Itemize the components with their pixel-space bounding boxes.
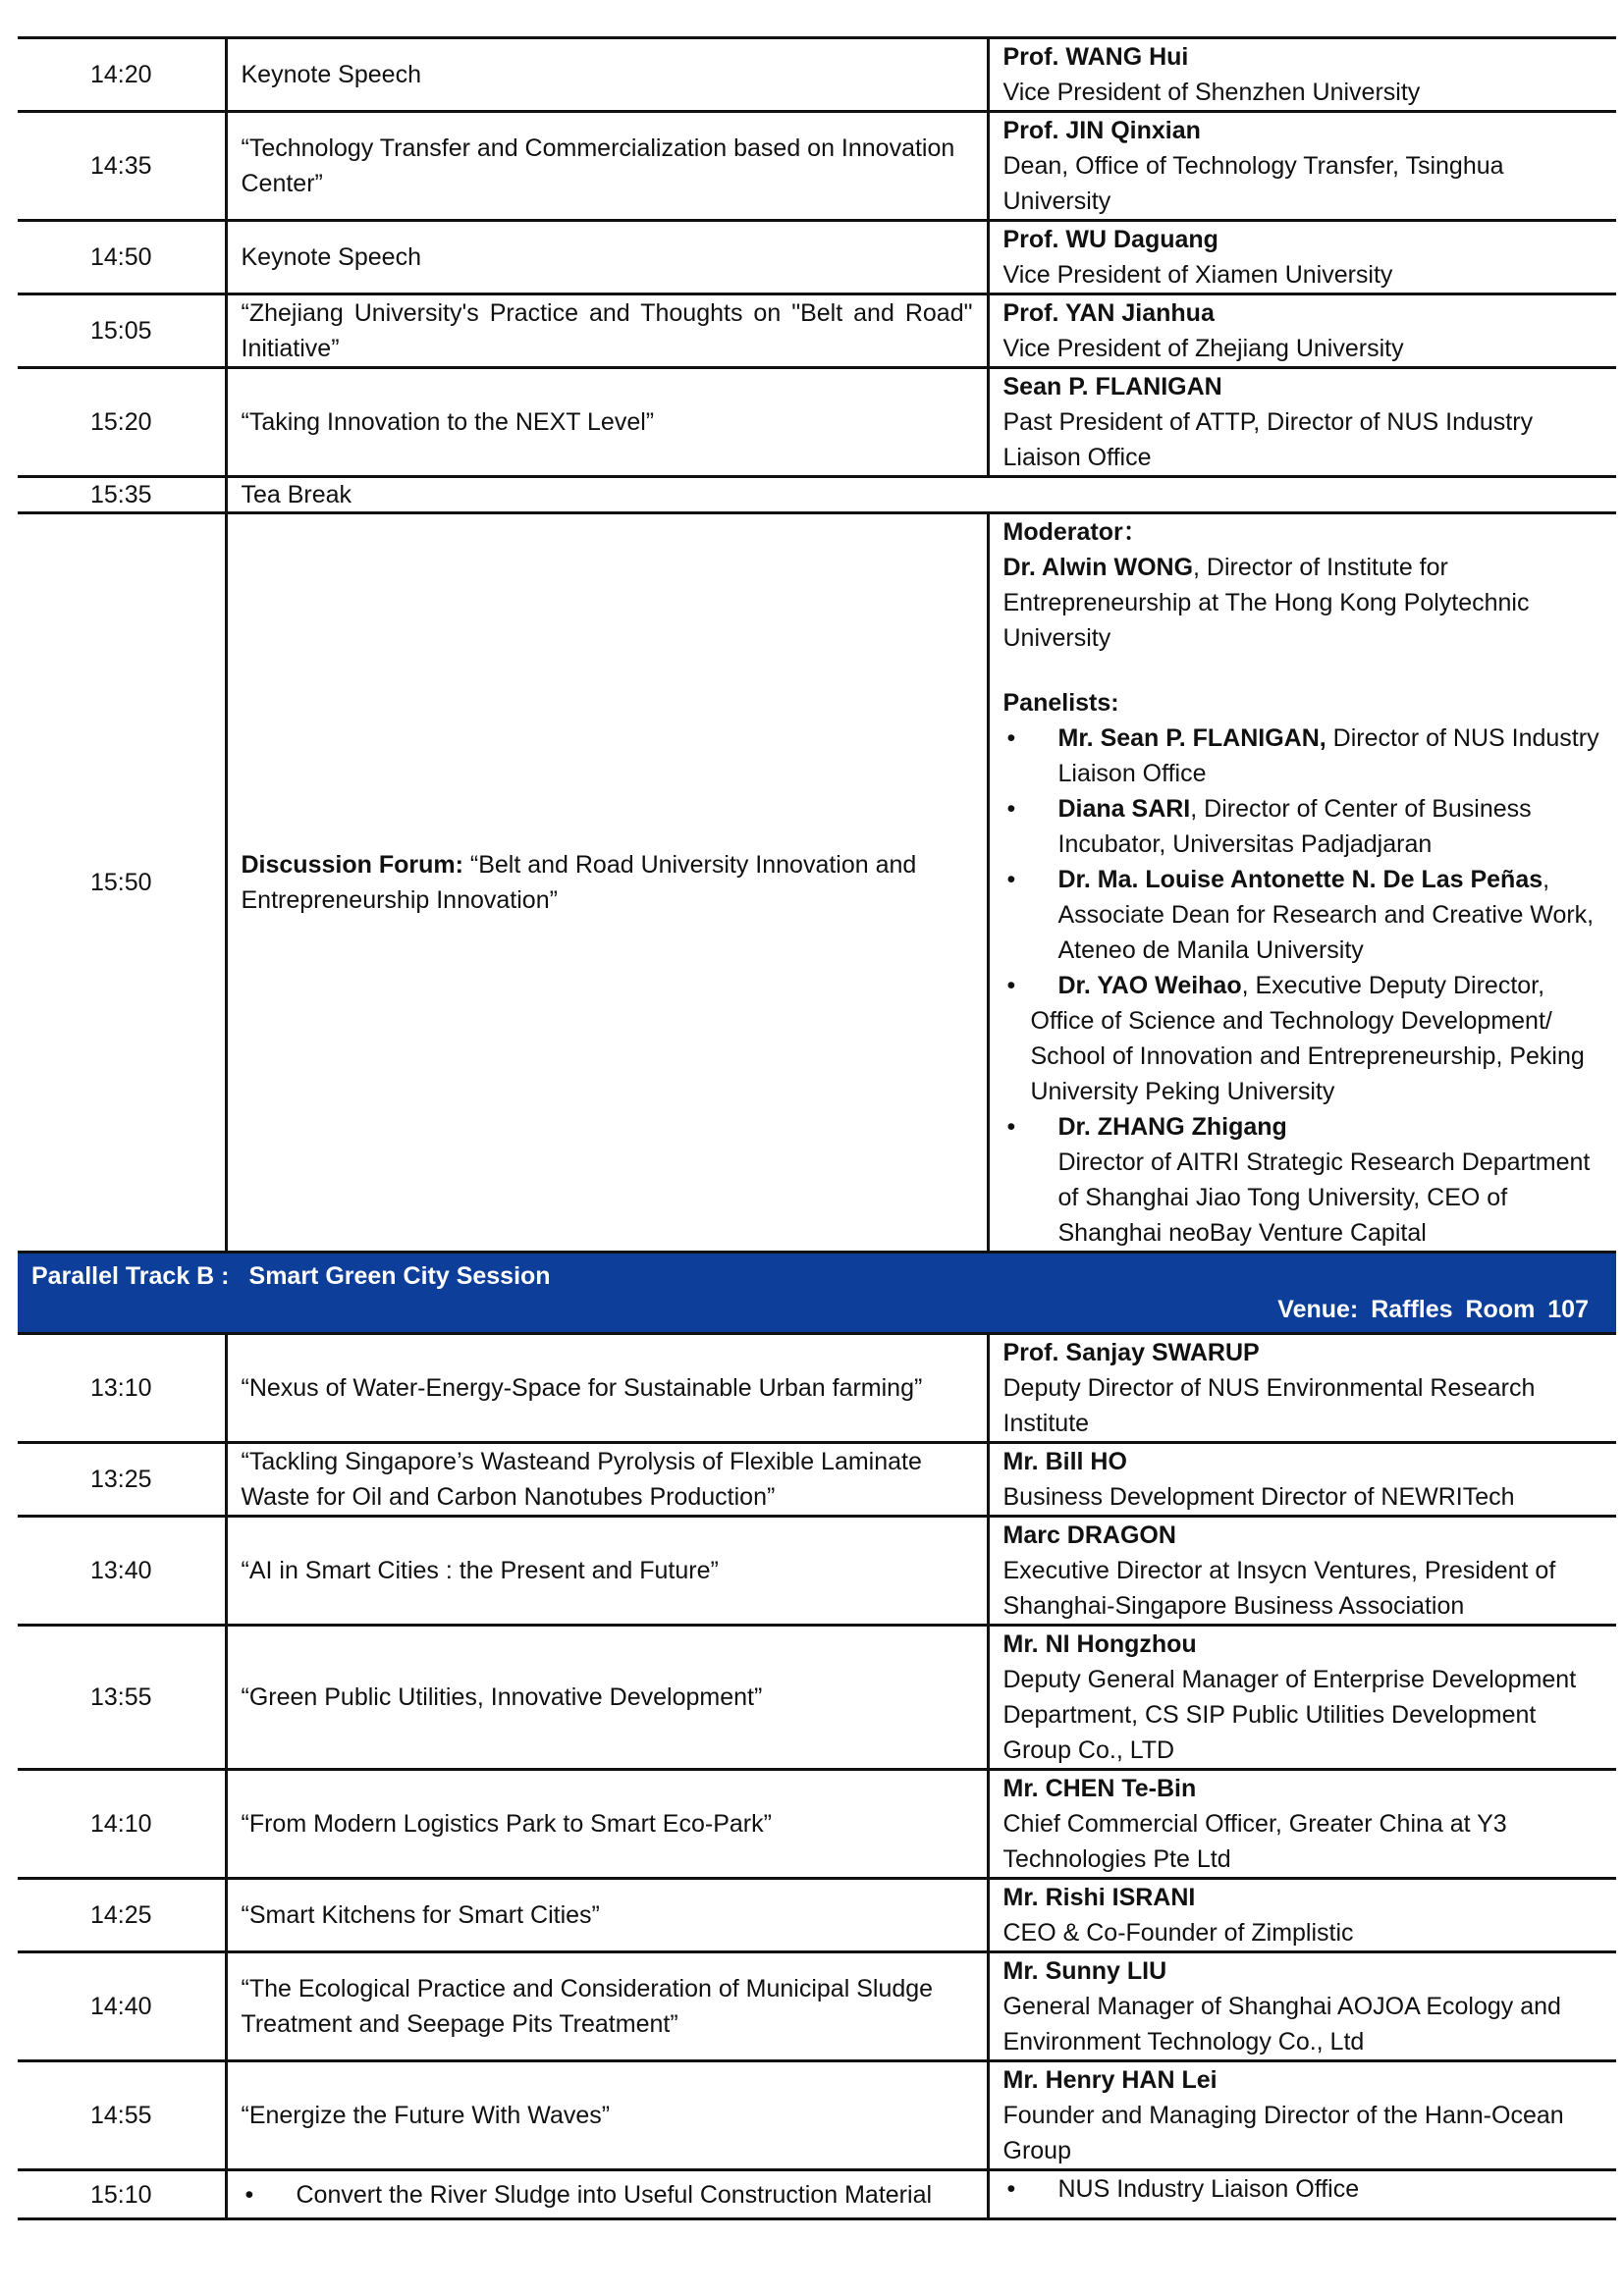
speaker-cell	[988, 2061, 1616, 2170]
speaker-cell	[988, 1952, 1616, 2061]
table-row	[18, 1517, 1616, 1626]
time-cell: 14:55	[18, 2061, 226, 2170]
speaker-name: Marc DRAGON	[1002, 1522, 1176, 1549]
table-row	[18, 2061, 1616, 2170]
list-item	[1003, 2171, 1603, 2207]
forum-topic-label: Discussion Forum:	[241, 851, 470, 879]
speaker-list	[1003, 2171, 1603, 2207]
agenda-page	[18, 36, 1616, 2220]
panelist-name: Dr. Ma. Louise Antonette N. De Las Peñas	[1057, 866, 1543, 893]
table-row	[18, 1879, 1616, 1952]
list-item	[1003, 791, 1603, 862]
panelist-name: Dr. YAO Weihao	[1057, 972, 1242, 999]
time-cell: 14:25	[18, 1879, 226, 1952]
time-cell: 13:55	[18, 1626, 226, 1770]
speaker-title: Business Development Director of NEWRITech	[1002, 1483, 1515, 1511]
bullet-icon: •	[1006, 972, 1016, 999]
spacer	[1003, 656, 1603, 685]
speaker-title: Deputy General Manager of Enterprise Development Department, CS SIP Public Utilities Development Group Co., LTD	[1002, 1666, 1577, 1764]
speaker-name: Prof. JIN Qinxian	[1002, 117, 1201, 144]
topic-cell: “Nexus of Water-Energy-Space for Sustainable Urban farming”	[226, 1334, 988, 1443]
speaker-name: Sean P. FLANIGAN	[1002, 373, 1222, 400]
agenda-table	[18, 36, 1616, 2220]
track-b-header-cell	[18, 1253, 1616, 1334]
time-cell: 14:35	[18, 112, 226, 221]
speaker-title: Chief Commercial Officer, Greater China at Y3 Technologies Pte Ltd	[1002, 1810, 1507, 1873]
speaker-title: Vice President of Xiamen University	[1002, 261, 1393, 289]
speaker-text: NUS Industry Liaison Office	[1057, 2175, 1360, 2203]
panelist-title: , Director of Center of Business Incubator, Universitas Padjadjaran	[1057, 795, 1532, 858]
speaker-title: CEO & Co-Founder of Zimplistic	[1002, 1919, 1354, 1947]
panelists-label: Panelists:	[1002, 689, 1119, 717]
speaker-name: Mr. CHEN Te-Bin	[1002, 1775, 1197, 1802]
speaker-title: Dean, Office of Technology Transfer, Tsinghua University	[1002, 152, 1504, 215]
panelist-name: Diana SARI	[1057, 795, 1191, 823]
time-cell: 15:10	[18, 2170, 226, 2219]
topic-cell	[226, 2170, 988, 2219]
topic-cell: “Tackling Singapore’s Wasteand Pyrolysis of Flexible Laminate Waste for Oil and Carbon Nanotubes Production”	[226, 1443, 988, 1517]
speaker-title: Founder and Managing Director of the Hann-Ocean Group	[1002, 2102, 1564, 2164]
time-cell: 14:40	[18, 1952, 226, 2061]
tea-break-label: Tea Break	[226, 477, 1616, 513]
time-cell: 13:25	[18, 1443, 226, 1517]
topic-cell: Keynote Speech	[226, 221, 988, 294]
speaker-name: Prof. YAN Jianhua	[1002, 299, 1215, 327]
table-row	[18, 38, 1616, 112]
panelist-title: , Associate Dean for Research and Creative Work, Ateneo de Manila University	[1057, 866, 1595, 964]
moderator-name: Dr. Alwin WONG	[1002, 554, 1194, 581]
speaker-cell	[988, 1443, 1616, 1517]
speaker-cell	[988, 112, 1616, 221]
speaker-name: Mr. Henry HAN Lei	[1002, 2066, 1218, 2094]
list-item	[242, 2177, 973, 2213]
topic-list	[242, 2177, 973, 2213]
time-cell: 14:20	[18, 38, 226, 112]
speaker-name: Mr. Bill HO	[1002, 1448, 1127, 1475]
time-cell: 13:10	[18, 1334, 226, 1443]
list-item	[1003, 721, 1603, 791]
speaker-name: Prof. WU Daguang	[1002, 226, 1218, 253]
topic-cell: “Taking Innovation to the NEXT Level”	[226, 368, 988, 477]
topic-cell: “Technology Transfer and Commercialization based on Innovation Center”	[226, 112, 988, 221]
list-item	[1003, 1109, 1603, 1251]
table-row	[18, 221, 1616, 294]
list-item	[1003, 968, 1603, 1109]
table-row	[18, 1952, 1616, 2061]
table-row	[18, 1443, 1616, 1517]
bullet-icon: •	[1006, 1113, 1016, 1141]
panelist-list	[1003, 721, 1603, 1251]
bullet-icon: •	[1006, 795, 1016, 823]
table-row	[18, 294, 1616, 368]
panelist-name: Mr. Sean P. FLANIGAN,	[1057, 724, 1326, 752]
speaker-title: Executive Director at Insycn Ventures, President of Shanghai-Singapore Business Association	[1002, 1557, 1556, 1620]
moderator-entry	[1003, 550, 1603, 656]
panelist-title: , Executive Deputy Director, Office of Science and Technology Development/ School of Innovation and Entrepreneurship, Peking University Peking University	[1030, 972, 1585, 1105]
time-cell: 14:10	[18, 1770, 226, 1879]
forum-topic-title: “Belt and Road University Innovation and Entrepreneurship Innovation”	[241, 851, 917, 914]
time-cell: 15:05	[18, 294, 226, 368]
bullet-icon: •	[1006, 2175, 1016, 2203]
table-row	[18, 1626, 1616, 1770]
track-b-label: Parallel Track B :	[31, 1262, 230, 1290]
topic-cell: Keynote Speech	[226, 38, 988, 112]
speaker-cell	[988, 2170, 1616, 2219]
panelist-title: Director of NUS Industry Liaison Office	[1057, 724, 1599, 787]
speaker-cell	[988, 1626, 1616, 1770]
moderator-title: , Director of Institute for Entrepreneurship at The Hong Kong Polytechnic University	[1002, 554, 1530, 652]
table-row	[18, 368, 1616, 477]
speaker-cell	[988, 1334, 1616, 1443]
panelist-name: Dr. ZHANG Zhigang	[1057, 1113, 1287, 1141]
list-item	[1003, 862, 1603, 968]
topic-cell: “Smart Kitchens for Smart Cities”	[226, 1879, 988, 1952]
bullet-icon: •	[1006, 866, 1016, 893]
speaker-name: Mr. Sunny LIU	[1002, 1957, 1167, 1985]
speaker-cell	[988, 1517, 1616, 1626]
time-cell: 15:50	[18, 513, 226, 1253]
table-row	[18, 1770, 1616, 1879]
speaker-name: Mr. Rishi ISRANI	[1002, 1884, 1196, 1911]
tea-break-row	[18, 477, 1616, 513]
speaker-name: Mr. NI Hongzhou	[1002, 1630, 1197, 1658]
speaker-title: Vice President of Zhejiang University	[1002, 335, 1404, 362]
forum-topic-cell	[226, 513, 988, 1253]
topic-cell: “Zhejiang University's Practice and Thoughts on "Belt and Road" Initiative”	[226, 294, 988, 368]
track-b-venue: Venue: Raffles Room 107	[1277, 1296, 1589, 1323]
speaker-cell	[988, 221, 1616, 294]
table-row	[18, 112, 1616, 221]
bullet-icon: •	[244, 2180, 254, 2209]
topic-cell: “From Modern Logistics Park to Smart Eco-Park”	[226, 1770, 988, 1879]
speaker-title: General Manager of Shanghai AOJOA Ecology and Environment Technology Co., Ltd	[1002, 1993, 1561, 2056]
speaker-cell	[988, 1879, 1616, 1952]
speaker-title: Deputy Director of NUS Environmental Research Institute	[1002, 1374, 1536, 1437]
speaker-name: Prof. Sanjay SWARUP	[1002, 1339, 1260, 1366]
topic-cell: “The Ecological Practice and Consideration of Municipal Sludge Treatment and Seepage Pits Treatment”	[226, 1952, 988, 2061]
bullet-icon: •	[1006, 724, 1016, 752]
forum-row	[18, 513, 1616, 1253]
speaker-cell	[988, 1770, 1616, 1879]
time-cell: 14:50	[18, 221, 226, 294]
track-b-name: Smart Green City Session	[248, 1262, 551, 1290]
topic-cell: “Green Public Utilities, Innovative Development”	[226, 1626, 988, 1770]
track-b-title	[31, 1259, 1589, 1293]
topic-text: Convert the River Sludge into Useful Construction Material	[296, 2180, 933, 2209]
table-row	[18, 1334, 1616, 1443]
speaker-cell	[988, 368, 1616, 477]
speaker-cell	[988, 294, 1616, 368]
track-b-header	[18, 1253, 1616, 1334]
time-cell: 15:35	[18, 477, 226, 513]
topic-cell: “AI in Smart Cities : the Present and Future”	[226, 1517, 988, 1626]
speaker-title: Vice President of Shenzhen University	[1002, 79, 1421, 106]
topic-cell: “Energize the Future With Waves”	[226, 2061, 988, 2170]
speaker-title: Past President of ATTP, Director of NUS Industry Liaison Office	[1002, 408, 1534, 471]
time-cell: 15:20	[18, 368, 226, 477]
speaker-cell	[988, 38, 1616, 112]
panelist-title: Director of AITRI Strategic Research Department of Shanghai Jiao Tong University, CEO of Shanghai neoBay Venture Capital	[1057, 1148, 1591, 1247]
moderator-label: Moderator：	[1002, 518, 1148, 546]
speaker-name: Prof. WANG Hui	[1002, 43, 1189, 71]
forum-speakers-cell	[988, 513, 1616, 1253]
time-cell: 13:40	[18, 1517, 226, 1626]
table-row	[18, 2170, 1616, 2219]
